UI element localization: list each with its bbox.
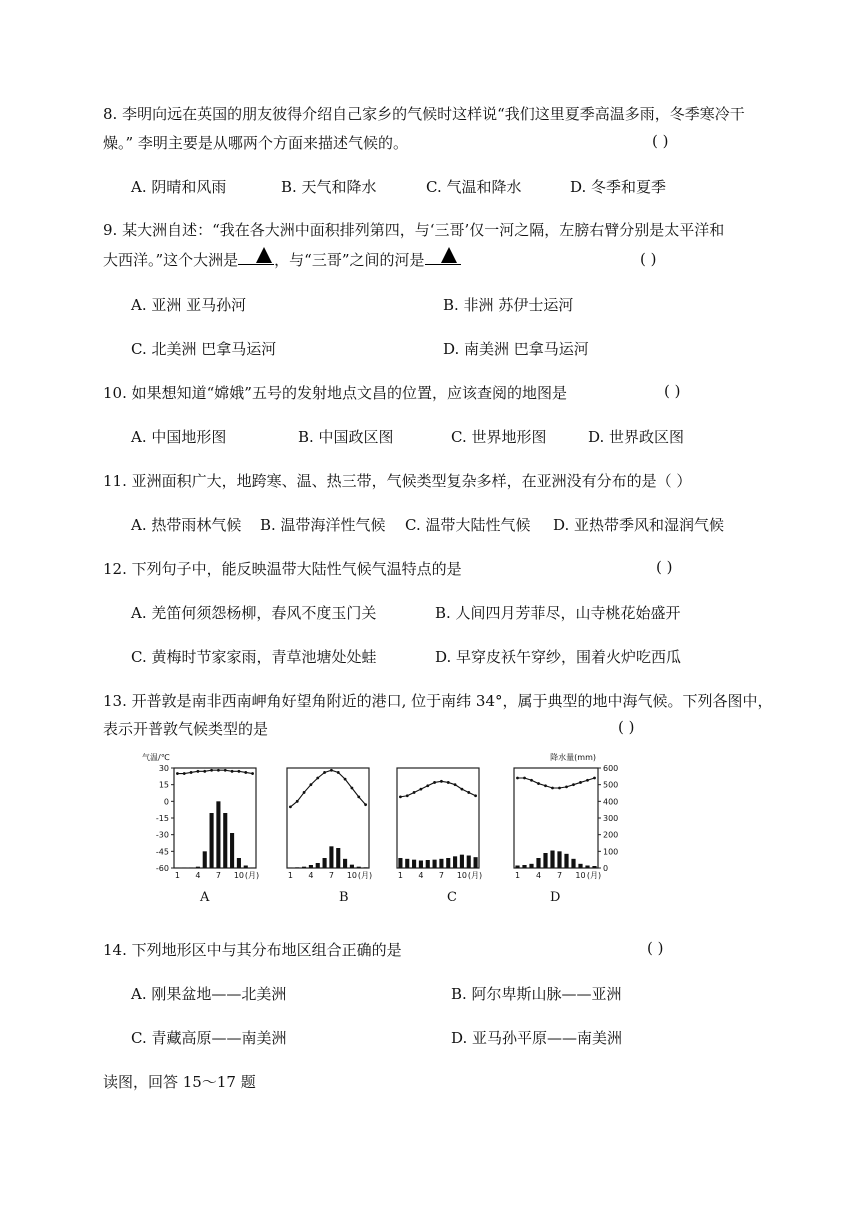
month-tick-label: (月) <box>244 871 260 880</box>
precip-bar <box>433 860 437 868</box>
plot-frame <box>397 768 479 868</box>
temp-point <box>231 770 234 773</box>
temp-point <box>344 778 347 781</box>
temp-point <box>210 769 213 772</box>
q13-stem-line1: 13. 开普敦是南非西南岬角好望角附近的港口, 位于南纬 34°，属于典型的地中海气候。下列各图中， <box>103 692 773 710</box>
climate-chart-c <box>397 768 482 880</box>
temp-point <box>593 777 596 780</box>
precip-bar <box>571 859 575 868</box>
precip-bar <box>329 846 333 868</box>
q11-option-b: B. 温带海洋性气候 <box>260 516 386 534</box>
temp-tick-label: 0 <box>163 797 169 807</box>
precip-tick-label: 600 <box>603 764 619 773</box>
plot-frame <box>287 768 369 868</box>
temp-point <box>203 770 206 773</box>
temp-point <box>337 771 340 774</box>
q10-option-b: B. 中国政区图 <box>298 428 394 446</box>
temp-point <box>454 783 457 786</box>
month-tick-label: 4 <box>308 871 314 880</box>
precip-bar <box>357 867 361 868</box>
q9-option-b: B. 非洲 苏伊士运河 <box>443 296 574 314</box>
q10-option-c: C. 世界地形图 <box>451 428 547 446</box>
precip-bar <box>446 858 450 868</box>
plot-frame <box>514 768 598 868</box>
precip-bar <box>230 833 234 868</box>
q9-stem-part1: 大西洋。”这个大洲是 <box>103 251 239 269</box>
q13-stem-line2: 表示开普敦气候类型的是 <box>103 720 269 738</box>
climate-chart-b <box>287 768 372 880</box>
temp-point <box>413 791 416 794</box>
temp-tick-label: -30 <box>155 830 169 840</box>
temp-axis-title: 气温/℃ <box>142 753 170 762</box>
precip-tick-label: 200 <box>603 830 619 840</box>
precip-bar <box>323 858 327 868</box>
precip-bar <box>295 867 299 868</box>
q8-option-d: D. 冬季和夏季 <box>570 178 667 196</box>
q14-option-d: D. 亚马孙平原——南美洲 <box>451 1029 623 1047</box>
q9-answer-paren: ( ) <box>640 250 657 268</box>
precip-bar <box>515 866 519 869</box>
precip-axis-title: 降水量(mm) <box>550 753 596 762</box>
q12-answer-paren: ( ) <box>656 558 673 576</box>
precip-bar <box>364 867 368 868</box>
temp-tick-label: 15 <box>158 780 169 790</box>
temp-point <box>224 769 227 772</box>
month-tick-label: 4 <box>535 871 542 880</box>
precip-bar <box>316 863 320 868</box>
q8-option-c: C. 气温和降水 <box>426 178 522 196</box>
q14-stem: 14. 下列地形区中与其分布地区组合正确的是 <box>103 941 402 959</box>
temp-point <box>251 772 254 775</box>
month-tick-label: 7 <box>556 871 563 880</box>
precip-bar <box>529 864 533 868</box>
precip-bar <box>550 851 554 869</box>
month-tick-label: 4 <box>418 871 424 880</box>
precip-bar <box>585 866 589 869</box>
q11-option-d: D. 亚热带季风和湿润气候 <box>553 516 725 534</box>
temp-point <box>399 795 402 798</box>
q9-option-c: C. 北美洲 巴拿马运河 <box>131 340 277 358</box>
q12-option-b: B. 人间四月芳菲尽，山寺桃花始盛开 <box>435 604 681 622</box>
month-tick-label: 1 <box>174 871 180 880</box>
temp-point <box>537 782 540 785</box>
temp-line <box>400 781 475 797</box>
precip-bar <box>592 866 596 868</box>
precip-tick-label: 500 <box>603 780 619 790</box>
precip-bar <box>343 859 347 868</box>
q10-stem: 10. 如果想知道“嫦娥”五号的发射地点文昌的位置，应该查阅的地图是 <box>103 384 567 402</box>
temp-point <box>558 787 561 790</box>
temp-point <box>586 779 589 782</box>
q8-option-a: A. 阴晴和风雨 <box>131 178 227 196</box>
month-tick-label: 7 <box>215 871 221 880</box>
precip-bar <box>460 855 464 868</box>
precip-tick-label: 0 <box>603 864 609 873</box>
precip-bar <box>578 864 582 868</box>
precip-bar <box>398 858 402 868</box>
temp-point <box>544 784 547 787</box>
q11-option-c: C. 温带大陆性气候 <box>405 516 531 534</box>
month-tick-label: (月) <box>586 871 602 880</box>
month-tick-label: 1 <box>514 871 521 880</box>
precip-bar <box>216 801 220 868</box>
precip-bar <box>288 868 292 869</box>
month-tick-label: 1 <box>287 871 293 880</box>
temp-point <box>183 772 186 775</box>
temp-point <box>530 779 533 782</box>
temp-tick-label: -15 <box>155 814 169 823</box>
precip-bar <box>522 865 526 868</box>
month-tick-label: 10 <box>233 871 245 880</box>
precip-bar <box>426 860 430 868</box>
temp-point <box>323 771 326 774</box>
q14-option-c: C. 青藏高原——南美洲 <box>131 1029 287 1047</box>
precip-bar <box>543 853 547 868</box>
plot-frame <box>174 768 256 868</box>
q10-answer-paren: ( ) <box>664 382 681 400</box>
q14-answer-paren: ( ) <box>647 939 664 957</box>
temp-point <box>238 770 241 773</box>
temp-tick-label: -60 <box>155 864 169 873</box>
month-tick-label: 4 <box>195 871 201 880</box>
precip-bar <box>350 865 354 868</box>
temp-point <box>516 777 519 780</box>
precip-tick-label: 100 <box>603 847 619 857</box>
temp-line <box>290 770 365 807</box>
temp-point <box>406 794 409 797</box>
precip-bar <box>467 856 471 869</box>
precip-bar <box>203 851 207 868</box>
q9-option-a: A. 亚洲 亚马孙河 <box>131 296 247 314</box>
month-tick-label: (月) <box>357 871 373 880</box>
q9-stem-part2: ，与“三哥”之间的河是 <box>274 251 425 269</box>
q12-option-d: D. 早穿皮袄午穿纱，围着火炉吃西瓜 <box>435 648 682 666</box>
temp-point <box>197 770 200 773</box>
chart-label-d: D <box>550 890 561 905</box>
q8-stem-line1: 8. 李明向远在英国的朋友彼得介绍自己家乡的气候时这样说“我们这里夏季高温多雨，冬季寒冷干 <box>103 105 745 123</box>
temp-point <box>572 783 575 786</box>
precip-bar <box>453 856 457 868</box>
temp-tick-label: -45 <box>155 847 169 857</box>
temp-point <box>303 791 306 794</box>
precip-tick-label: 300 <box>603 814 619 823</box>
chart-label-b: B <box>339 890 349 905</box>
precip-bar <box>564 854 568 868</box>
q13-answer-paren: ( ) <box>618 718 635 736</box>
temp-point <box>296 800 299 803</box>
temp-point <box>217 769 220 772</box>
precip-bar <box>336 848 340 868</box>
month-tick-label: 7 <box>328 871 334 880</box>
month-tick-label: 10 <box>575 871 586 880</box>
temp-point <box>467 791 470 794</box>
temp-line <box>177 770 252 773</box>
precip-bar <box>536 858 540 868</box>
precip-bar <box>302 867 306 868</box>
temp-point <box>330 769 333 772</box>
month-tick-label: 10 <box>456 871 468 880</box>
month-tick-label: (月) <box>467 871 483 880</box>
precip-bar <box>439 859 443 868</box>
temp-point <box>433 781 436 784</box>
precip-bar <box>196 867 200 868</box>
temp-point <box>565 785 568 788</box>
temp-point <box>289 805 292 808</box>
q12-stem: 12. 下列句子中，能反映温带大陆性气候气温特点的是 <box>103 560 462 578</box>
month-tick-label: 7 <box>438 871 444 880</box>
q9-stem-line2 <box>103 247 457 270</box>
precip-bar <box>412 860 416 868</box>
climate-chart-a <box>142 752 259 880</box>
temp-point <box>364 803 367 806</box>
q9-option-d: D. 南美洲 巴拿马运河 <box>443 340 589 358</box>
q12-option-a: A. 羌笛何须怨杨柳，春风不度玉门关 <box>131 604 377 622</box>
temp-point <box>244 771 247 774</box>
temp-point <box>426 784 429 787</box>
temp-point <box>579 781 582 784</box>
precip-bar <box>557 851 561 868</box>
section-instruction: 读图，回答 15～17 题 <box>103 1073 256 1091</box>
q9-stem-line1: 9. 某大洲自述：“我在各大洲中面积排列第四，与‘三哥’仅一河之隔，左膀右臂分别是太平洋和 <box>103 221 725 239</box>
q14-option-b: B. 阿尔卑斯山脉——亚洲 <box>451 985 622 1003</box>
temp-point <box>523 777 526 780</box>
climate-chart-d <box>514 752 618 880</box>
precip-bar <box>419 861 423 869</box>
temp-point <box>310 783 313 786</box>
temp-tick-label: 30 <box>158 764 169 773</box>
precip-bar <box>189 868 193 869</box>
q14-option-a: A. 刚果盆地——北美洲 <box>131 985 287 1003</box>
month-tick-label: 10 <box>346 871 358 880</box>
q11-option-a: A. 热带雨林气候 <box>131 516 242 534</box>
climate-charts-figure <box>140 748 619 888</box>
precip-bar <box>244 866 248 869</box>
q8-answer-paren: ( ) <box>652 132 669 150</box>
temp-point <box>461 788 464 791</box>
temp-point <box>190 771 193 774</box>
triangle-icon <box>256 247 272 263</box>
chart-label-a: A <box>200 890 210 905</box>
precip-bar <box>405 859 409 868</box>
temp-point <box>440 780 443 783</box>
temp-point <box>316 777 319 780</box>
precip-bar <box>223 813 227 868</box>
chart-label-c: C <box>447 890 457 905</box>
precip-bar <box>251 868 255 869</box>
temp-point <box>447 781 450 784</box>
temp-line <box>518 778 595 788</box>
precip-bar <box>474 857 478 868</box>
precip-bar <box>210 813 214 868</box>
triangle-icon <box>441 247 457 263</box>
month-tick-label: 1 <box>397 871 403 880</box>
temp-point <box>474 794 477 797</box>
temp-point <box>351 787 354 790</box>
temp-point <box>357 795 360 798</box>
q11-stem: 11. 亚洲面积广大，地跨寒、温、热三带，气候类型复杂多样，在亚洲没有分布的是（ ） <box>103 472 692 490</box>
precip-bar <box>309 865 313 868</box>
temp-point <box>551 787 554 790</box>
q8-option-b: B. 天气和降水 <box>281 178 377 196</box>
q8-stem-line2: 燥。” 李明主要是从哪两个方面来描述气候的。 <box>103 134 408 152</box>
q12-option-c: C. 黄梅时节家家雨，青草池塘处处蛙 <box>131 648 377 666</box>
precip-tick-label: 400 <box>603 797 619 807</box>
q10-option-a: A. 中国地形图 <box>131 428 227 446</box>
precip-bar <box>237 858 241 868</box>
q10-option-d: D. 世界政区图 <box>588 428 685 446</box>
temp-point <box>420 788 423 791</box>
temp-point <box>176 772 179 775</box>
